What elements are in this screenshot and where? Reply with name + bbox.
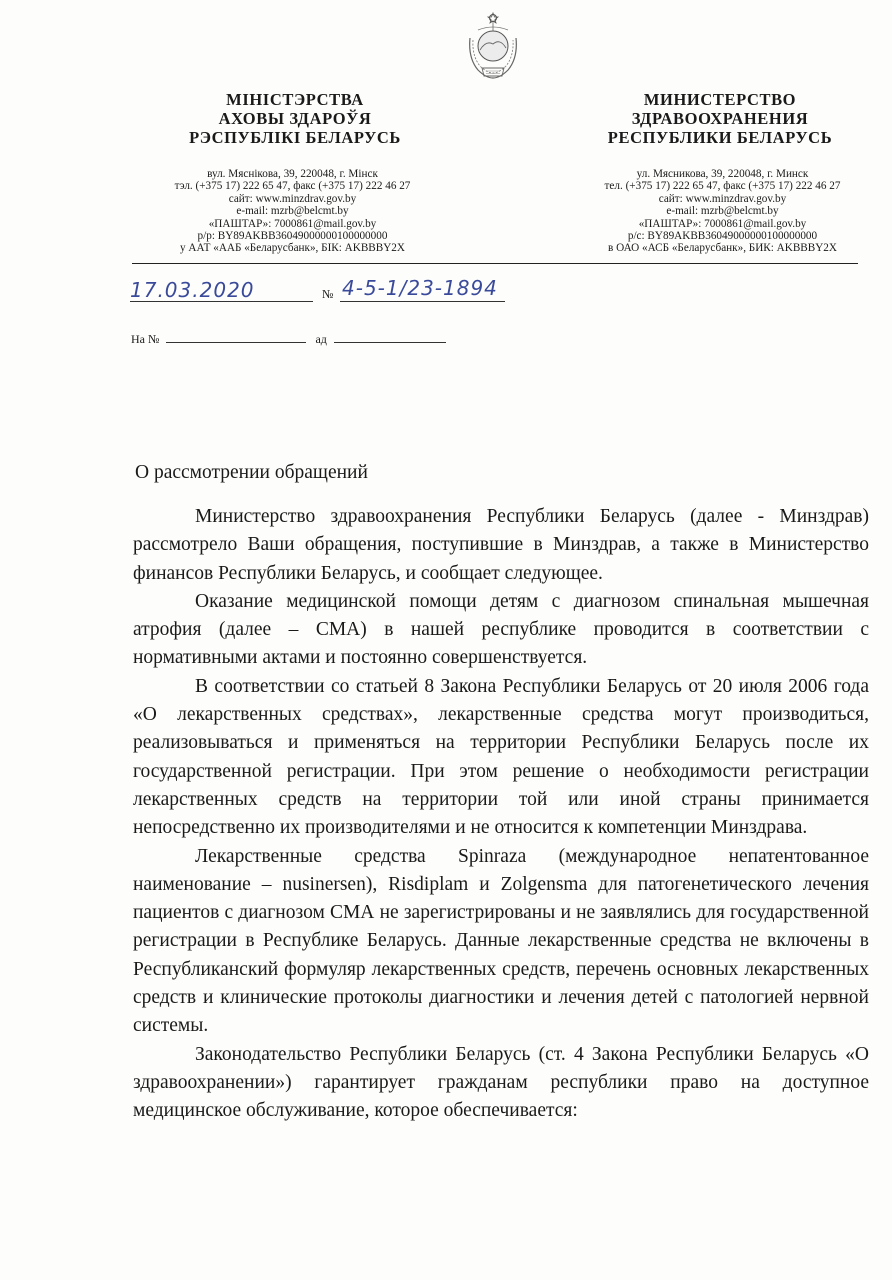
org-line: АХОВЫ ЗДАРОЎЯ <box>218 109 372 128</box>
contacts-belarusian <box>120 168 465 255</box>
paragraph: Лекарственные средства Spinraza (международное непатентованное наименование – nusinersen), Risdiplam и Zolgensma для патогенетического лечения пациентов с диагнозом СМА не зарегистрированы и не заявлялись для государственной регистрации в Республике Беларусь. Данные лекарственные средства не включены в Республиканский формуляр лекарственных средств, перечень основных лекарственных средств и клинические протоколы диагностики и лечения детей с патологией нервной системы. <box>133 845 869 1037</box>
reference-line <box>131 332 446 347</box>
org-line: РЕСПУБЛИКИ БЕЛАРУСЬ <box>607 128 833 147</box>
contact-line: «ПАШТАР»: 7000861@mail.gov.by <box>208 217 377 230</box>
letter-subject: О рассмотрении обращений <box>135 462 368 483</box>
number-label: № <box>322 287 334 301</box>
contact-line: e-mail: mzrb@belcmt.by <box>666 205 779 218</box>
contact-line: в ОАО «АСБ «Беларусбанк», БИК: AKBBBY2X <box>608 242 837 255</box>
contact-line: вул. Мяснікова, 39, 220048, г. Мінск <box>207 168 378 180</box>
contact-line: р/с: BY89AKBB36049000000100000000 <box>627 230 818 243</box>
contact-line: «ПАШТАР»: 7000861@mail.gov.by <box>638 217 807 230</box>
contact-line: тэл. (+375 17) 222 65 47, факс (+375 17) 222 46 27 <box>174 180 411 193</box>
handwritten-number: 4-5-1/23-1894 <box>342 276 498 300</box>
paragraph: Законодательство Республики Беларусь (ст. 4 Закона Республики Беларусь «О здравоохранении») гарантирует гражданам республики право на доступное медицинское обслуживание, которое обеспечивается: <box>133 1043 869 1122</box>
contact-line: ул. Мясникова, 39, 220048, г. Минск <box>636 168 809 180</box>
org-name-belarusian <box>130 90 460 147</box>
contact-line: у ААТ «ААБ «Беларусбанк», БІК: AKBBBY2X <box>180 242 405 255</box>
header-divider <box>132 263 858 264</box>
handwritten-date: 17.03.2020 <box>130 278 255 302</box>
contact-line: e-mail: mzrb@belcmt.by <box>236 205 349 218</box>
number-underline <box>340 301 505 302</box>
paragraph: Оказание медицинской помощи детям с диагнозом спинальная мышечная атрофия (далее – СМА) в нашей республике проводится в соответствии с нормативными актами и постоянно совершенствуется. <box>133 590 869 669</box>
coat-of-arms-emblem <box>462 10 524 82</box>
date-underline <box>130 301 313 302</box>
paragraph: В соответствии со статьей 8 Закона Республики Беларусь от 20 июля 2006 года «О лекарственных средствах», лекарственные средства могут производиться, реализовываться и применяться на территории Республики Беларусь после их государственной регистрации. При этом решение о необходимости регистрации лекарственных средств на территории той или иной страны принимается непосредственно их производителями и не относится к компетенции Минздрава. <box>133 675 869 839</box>
org-line: МІНІСТЭРСТВА <box>226 90 364 109</box>
org-name-russian <box>555 90 885 147</box>
contact-line: р/р: BY89AKBB36049000000100000000 <box>197 230 388 243</box>
org-line: МИНИСТЕРСТВО <box>643 90 797 109</box>
contact-line: сайт: www.minzdrav.gov.by <box>658 192 787 205</box>
org-line: ЗДРАВООХРАНЕНИЯ <box>631 109 809 128</box>
contact-line: тел. (+375 17) 222 65 47, факс (+375 17) 222 46 27 <box>604 180 841 193</box>
ref-number-blank <box>166 332 306 343</box>
contacts-russian <box>555 168 890 255</box>
ref-from-label: ад <box>315 332 327 346</box>
org-line: РЭСПУБЛІКІ БЕЛАРУСЬ <box>189 128 401 147</box>
letter-body <box>133 503 869 1126</box>
registration-line <box>130 278 530 308</box>
contact-line: сайт: www.minzdrav.gov.by <box>228 192 357 205</box>
paragraph: Министерство здравоохранения Республики Беларусь (далее - Минздрав) рассмотрело Ваши обращения, поступившие в Минздрав, а также в Министерство финансов Республики Беларусь, и сообщает следующее. <box>133 506 869 584</box>
ref-date-blank <box>334 332 446 343</box>
ref-number-label: На № <box>131 332 160 346</box>
